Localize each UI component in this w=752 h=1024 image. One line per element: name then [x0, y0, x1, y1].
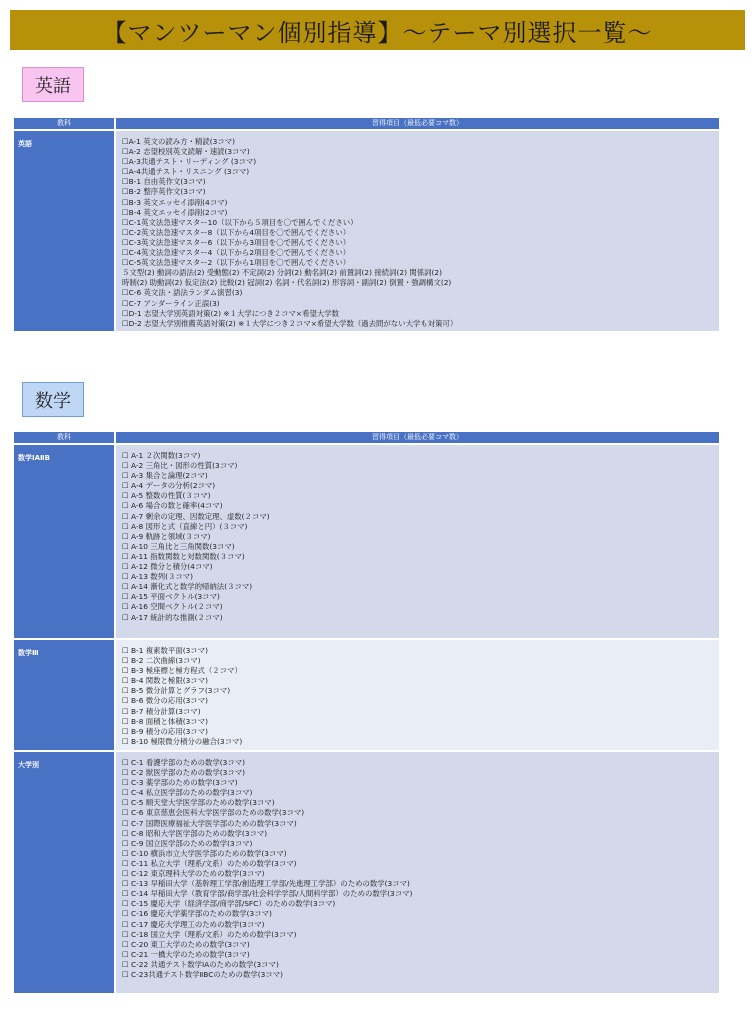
- list-item: ☐ C-18 国立大学（理系/文系）のための数学(3コマ): [122, 929, 297, 939]
- list-item: ☐ A-12 微分と積分(4コマ): [122, 562, 213, 572]
- list-item: ☐ A-15 平面ベクトル(3コマ): [122, 592, 220, 602]
- title-banner: [10, 10, 745, 50]
- list-item: ☐ C-10 横浜市立大学医学部のための数学(3コマ): [122, 848, 287, 858]
- list-item: ☐C-7 アンダーライン正誤(3): [122, 298, 220, 308]
- header-subject: 教科: [14, 432, 114, 443]
- list-item: ☐ C-6 東京慈恵会医科大学医学部のための数学(3コマ): [122, 808, 305, 818]
- list-item: ☐ C-9 国立医学部のための数学(3コマ): [122, 838, 253, 848]
- list-item: ☐ A-11 指数関数と対数関数(３コマ): [122, 551, 245, 561]
- list-item: ☐ A-7 剰余の定理、因数定理、虚数(２コマ): [122, 511, 270, 521]
- list-item: ☐ C-15 慶応大学（経済学部/商学部/SFC）のための数学(3コマ): [122, 899, 336, 909]
- list-item: ☐ B-3 極座標と極方程式（２コマ）: [122, 666, 242, 676]
- list-item: ☐ A-8 図形と式（直線と円）(３コマ): [122, 521, 248, 531]
- list-item: ☐ A-10 三角比と三角関数(3コマ): [122, 541, 235, 551]
- items-cell: [116, 131, 719, 331]
- list-item: ☐ A-6 場合の数と確率(4コマ): [122, 501, 223, 511]
- list-item: ☐ C-21 一橋大学のための数学(3コマ): [122, 949, 250, 959]
- list-item: ☐B-3 英文エッセイ添削(4コマ): [122, 197, 228, 207]
- table-row: [14, 445, 719, 638]
- header-subject: 教科: [14, 118, 114, 129]
- section-label-english: 英語: [22, 67, 84, 102]
- list-item: ☐ C-22 共通テスト数学ⅠAのための数学(3コマ): [122, 959, 279, 969]
- list-item: ☐ C-12 東京理科大学のための数学(3コマ): [122, 869, 265, 879]
- table-header: [14, 118, 719, 129]
- list-item: ☐ C-1 看護学部のための数学(3コマ): [122, 758, 246, 767]
- list-item: ☐ B-7 積分計算(3コマ): [122, 706, 201, 716]
- list-item: ☐ A-13 数列(３コマ): [122, 572, 194, 582]
- subject-cell: 数学Ⅲ: [14, 640, 114, 750]
- math-table: [14, 432, 719, 993]
- list-item: ☐ C-4 私立医学部のための数学(3コマ): [122, 788, 253, 798]
- list-item: ☐ C-20 東工大学のための数学(3コマ): [122, 939, 250, 949]
- list-item: ☐ C-7 国際医療福祉大学医学部のための数学(3コマ): [122, 818, 297, 828]
- list-item: ☐ A-1 ２次関数(3コマ): [122, 451, 201, 460]
- table-row: [14, 640, 719, 750]
- list-item: ☐ C-17 慶応大学理工のための数学(3コマ): [122, 919, 265, 929]
- subject-cell: 数学ⅠAⅡB: [14, 445, 114, 638]
- list-item: ☐ A-17 統計的な推測(２コマ): [122, 612, 223, 622]
- list-item: ☐D-2 志望大学別推薦英語対策(2) ※１大学につき２コマ×希望大学数（過去問がない大学も対策可）: [122, 318, 458, 328]
- list-item: ☐C-3英文法急速マスター6（以下から3項目を〇で囲んでください）: [122, 237, 351, 247]
- list-item: ☐ C-8 昭和大学医学部のための数学(3コマ): [122, 828, 268, 838]
- list-item: ☐B-2 整序英作文(3コマ): [122, 187, 206, 197]
- header-items: 習得項目（最低必要コマ数）: [116, 118, 719, 129]
- list-item: ☐ A-4 データの分析(2コマ): [122, 481, 216, 491]
- list-item: ５文型(2) 動詞の語法(2) 受動態(2) 不定詞(2) 分詞(2) 動名詞(2) 前置詞(2) 接続詞(2) 関係詞(2): [122, 268, 442, 278]
- list-item: ☐ C-13 早稲田大学（基幹理工学部/創造理工学部/先進理工学部）のための数学(3コマ): [122, 879, 410, 889]
- list-item: ☐B-1 自由英作文(3コマ): [122, 177, 206, 187]
- list-item: ☐C-6 英文法・語法ランダム演習(3): [122, 288, 243, 298]
- list-item: ☐ A-5 整数の性質(３コマ): [122, 491, 211, 501]
- section-label-math: 数学: [22, 382, 84, 417]
- list-item: ☐ A-14 漸化式と数学的帰納法(３コマ): [122, 582, 253, 592]
- english-table: [14, 118, 719, 331]
- table-row: [14, 752, 719, 993]
- list-item: ☐ A-16 空間ベクトル(２コマ): [122, 602, 223, 612]
- table-header: [14, 432, 719, 443]
- table-row: [14, 131, 719, 331]
- list-item: ☐ C-11 私立大学（理系/文系）のための数学(3コマ): [122, 858, 297, 868]
- list-item: ☐ C-14 早稲田大学（教育学部/商学部/社会科学学部/人間科学部）のための数学(3コマ): [122, 889, 413, 899]
- list-item: ☐ B-5 微分計算とグラフ(3コマ): [122, 686, 231, 696]
- list-item: ☐ C-5 順天堂大学医学部のための数学(3コマ): [122, 798, 275, 808]
- subject-cell: 英語: [14, 131, 114, 331]
- header-items: 習得項目（最低必要コマ数）: [116, 432, 719, 443]
- list-item: ☐C-4英文法急速マスター4（以下から2項目を〇で囲んでください）: [122, 248, 351, 258]
- list-item: ☐A-1 英文の読み方・精読(3コマ): [122, 137, 236, 146]
- list-item: ☐ C-16 慶応大学薬学部のための数学(3コマ): [122, 909, 272, 919]
- subject-cell: 大学別: [14, 752, 114, 993]
- list-item: ☐ A-2 三角比・図形の性質(3コマ): [122, 461, 238, 471]
- list-item: 時制(2) 助動詞(2) 仮定法(2) 比較(2) 冠詞(2) 名詞・代名詞(2) 形容詞・副詞(2) 倒置・強調構文(2): [122, 278, 452, 288]
- list-item: ☐ B-9 積分の応用(3コマ): [122, 726, 208, 736]
- list-item: ☐C-2英文法急速マスター8（以下から4項目を〇で囲んでください）: [122, 227, 351, 237]
- list-item: ☐A-4共通テスト・リスニング (3コマ): [122, 167, 250, 177]
- list-item: ☐ B-4 関数と極限(3コマ): [122, 676, 208, 686]
- items-cell: [116, 640, 719, 750]
- list-item: ☐ B-6 微分の応用(3コマ): [122, 696, 208, 706]
- items-cell: [116, 445, 719, 638]
- list-item: ☐B-4 英文エッセイ添削(2コマ): [122, 207, 228, 217]
- list-item: ☐A-2 志望校別英文読解・速読(3コマ): [122, 147, 250, 157]
- page-title: 【マンツーマン個別指導】〜テーマ別選択一覧〜: [102, 18, 653, 47]
- list-item: ☐C-1英文法急速マスター10（以下から５項目を〇で囲んでください）: [122, 217, 358, 227]
- list-item: ☐ C-23共通テスト数学ⅡBCのための数学(3コマ): [122, 969, 283, 979]
- list-item: ☐ C-3 薬学部のための数学(3コマ): [122, 778, 238, 788]
- list-item: ☐ B-10 極限微分積分の融合(3コマ): [122, 736, 243, 746]
- list-item: ☐ B-8 面積と体積(3コマ): [122, 716, 208, 726]
- list-item: ☐ B-2 二次曲線(3コマ): [122, 656, 201, 666]
- items-cell: [116, 752, 719, 993]
- list-item: ☐ C-2 獣医学部のための数学(3コマ): [122, 768, 246, 778]
- list-item: ☐ A-3 集合と論理(2コマ): [122, 471, 208, 481]
- list-item: ☐D-1 志望大学別英語対策(2) ※１大学につき２コマ×希望大学数: [122, 308, 340, 318]
- list-item: ☐A-3共通テスト・リーディング (3コマ): [122, 157, 257, 167]
- list-item: ☐ A-9 軌跡と領域(３コマ): [122, 531, 211, 541]
- list-item: ☐ B-1 複素数平面(3コマ): [122, 646, 208, 655]
- list-item: ☐C-5英文法急速マスター2（以下から1項目を〇で囲んでください）: [122, 258, 351, 268]
